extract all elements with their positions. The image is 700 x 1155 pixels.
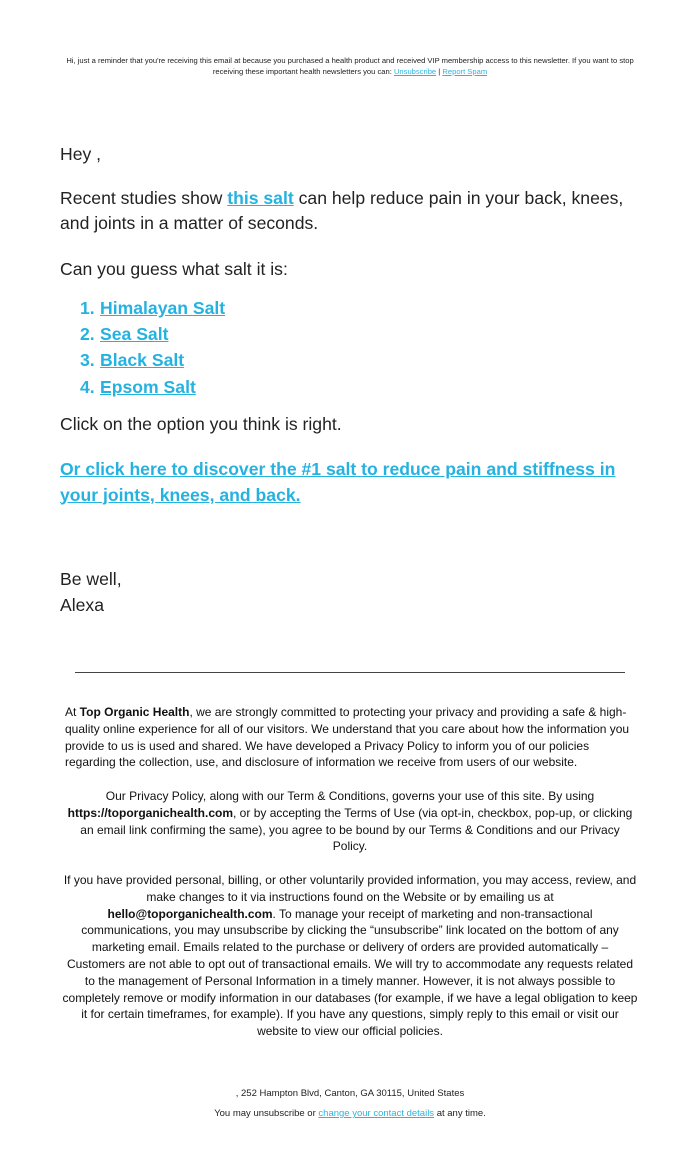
option-number: 4. <box>80 376 95 397</box>
option-sea-salt-link[interactable]: Sea Salt <box>100 324 169 345</box>
policy-text-after: , or by accepting the Terms of Use (via opt-in, checkbox, pop-up, or clicking an email link confirming the same), you agree to be bound by our Terms & Conditions and our Privacy Policy. <box>80 805 633 854</box>
cta-paragraph <box>60 457 650 508</box>
studies-text-before: Recent studies show <box>60 188 228 208</box>
unsubscribe-footer-line <box>0 1107 700 1120</box>
guess-question: Can you guess what salt it is: <box>60 259 288 279</box>
policy-text-before: Our Privacy Policy, along with our Term & Conditions, governs your use of this site. By using <box>105 789 595 803</box>
signoff-text: Be well, <box>60 569 122 589</box>
signoff-block <box>60 567 122 618</box>
unsub-text-after: at any time. <box>434 1108 486 1119</box>
info-text-after: . To manage your receipt of marketing and non-transactional communications, you may unsubscribe by clicking the “unsubscribe” link located on the bottom of any marketing email. Emails related to the purchase or delivery of orders are provided automatically – Customers are not able to opt out of transactional emails. We will try to accommodate any requests related to the management of Personal Information in a timely manner. However, it is not always possible to completely remove or modify information in our databases (for example, if we have a legal obligation to keep it for certain timeframes, for example). If you have any questions, simply reply to this email or visit our website to view our official policies. <box>62 906 638 1039</box>
option-item <box>80 321 225 347</box>
unsubscribe-link[interactable]: Unsubscribe <box>393 67 437 76</box>
privacy-intro-after: , we are strongly committed to protecting your privacy and providing a safe & high-quality online experience for all of our visitors. We understand that you care about how the information you provide to us is used and shared. We have developed a Privacy Policy to inform you of our policies regarding the collection, use, and disclosure of information we receive from users of our website. <box>65 705 630 770</box>
website-url: https://toporganichealth.com <box>67 805 234 820</box>
salt-options-list <box>80 295 225 400</box>
unsub-text-before: You may unsubscribe or <box>214 1108 319 1119</box>
option-item <box>80 374 225 400</box>
signature-name: Alexa <box>60 594 105 615</box>
this-salt-link[interactable]: this salt <box>227 188 294 208</box>
postal-address: , 252 Hampton Blvd, Canton, GA 30115, United States <box>235 1088 465 1099</box>
change-contact-details-link[interactable]: change your contact details <box>318 1108 435 1119</box>
personal-info-paragraph <box>62 872 638 1040</box>
option-himalayan-salt-link[interactable]: Himalayan Salt <box>100 298 226 318</box>
footer-divider <box>75 672 625 673</box>
studies-paragraph <box>60 186 650 236</box>
option-black-salt-link[interactable]: Black Salt <box>100 350 185 371</box>
company-name: Top Organic Health <box>79 705 190 719</box>
privacy-intro-paragraph <box>62 704 641 771</box>
privacy-intro-before: At <box>65 705 80 719</box>
option-epsom-salt-link[interactable]: Epsom Salt <box>100 376 196 397</box>
studies-text-after: can help reduce pain in your back, knees, and joints in a matter of seconds. <box>60 188 624 233</box>
option-number: 2. <box>80 324 95 345</box>
report-spam-link[interactable]: Report Spam <box>442 67 488 76</box>
discover-salt-cta-link[interactable]: Or click here to discover the #1 salt to reduce pain and stiffness in your joints, knees, and back. <box>60 459 616 505</box>
option-number: 3. <box>80 350 95 371</box>
info-text-before: If you have provided personal, billing, or other voluntarily provided information, you may access, review, and make changes to it via instructions found on the Website or by emailing us at <box>63 873 637 904</box>
contact-email: hello@toporganichealth.com <box>107 906 273 921</box>
option-item <box>80 347 225 373</box>
option-number: 1. <box>80 298 95 318</box>
greeting: Hey , <box>60 144 102 164</box>
privacy-policy-paragraph <box>62 788 638 855</box>
preheader-notice <box>55 55 645 77</box>
click-prompt: Click on the option you think is right. <box>60 414 342 434</box>
option-item <box>80 295 225 321</box>
preheader-separator: | <box>438 67 441 76</box>
preheader-text: Hi, just a reminder that you're receiving this email at because you purchased a health product and received VIP membership access to this newsletter. If you want to stop receiving these important health newsletters you can: <box>66 56 634 76</box>
